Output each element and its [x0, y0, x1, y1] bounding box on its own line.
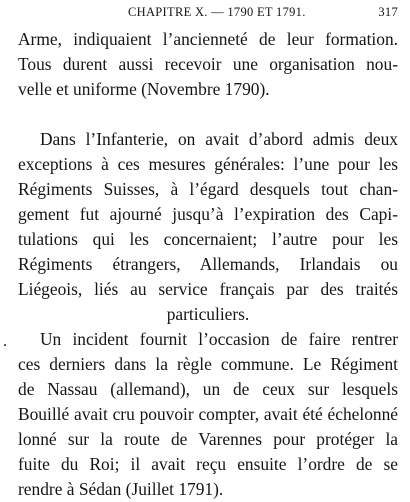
text-line: velle et uniforme (Novembre 1790).	[18, 79, 270, 99]
body-text	[18, 27, 398, 502]
page-number: 317	[378, 5, 398, 19]
text-line: Liégeois, liés au service français par des traités	[18, 279, 398, 299]
text-line: Bouillé avait cru pouvoir compter, avait été échelonné	[18, 404, 398, 424]
text-line: rendre à Sédan (Juillet 1791).	[18, 479, 224, 499]
text-line: lonné sur la route de Varennes pour protéger la	[18, 429, 398, 449]
paragraph-3	[18, 327, 398, 502]
text-line: particuliers.	[166, 304, 250, 324]
text-line: Dans l’Infanterie, on avait d’abord admis deux	[40, 129, 398, 149]
text-line: gement fut ajourné jusqu’à l’expiration des Capi-	[18, 204, 398, 224]
margin-mark	[4, 344, 6, 346]
text-line: fuite du Roi; il avait reçu ensuite l’ordre de se	[18, 454, 398, 474]
running-head	[128, 5, 398, 20]
paragraph-gap	[18, 102, 398, 127]
text-line: Arme, indiquaient l’ancienneté de leur formation.	[18, 29, 398, 49]
text-line: Régiments étrangers, Allemands, Irlandais ou	[18, 254, 398, 274]
text-line: Tous durent aussi recevoir une organisation nou-	[18, 54, 398, 74]
text-line: Un incident fournit l’occasion de faire rentrer	[40, 329, 398, 349]
text-line: de Nassau (allemand), un de ceux sur lesquels	[18, 379, 398, 399]
chapter-heading: CHAPITRE X. — 1790 ET 1791.	[128, 5, 306, 19]
text-line: ces derniers dans la règle commune. Le Régiment	[18, 354, 398, 374]
text-line: Régiments Suisses, à l’égard desquels tout chan-	[18, 179, 398, 199]
paragraph-2	[18, 127, 398, 327]
text-line: exceptions à ces mesures générales: l’une pour les	[18, 154, 398, 174]
paragraph-1	[18, 27, 398, 102]
text-line: tulations qui les concernaient; l’autre pour les	[18, 229, 398, 249]
